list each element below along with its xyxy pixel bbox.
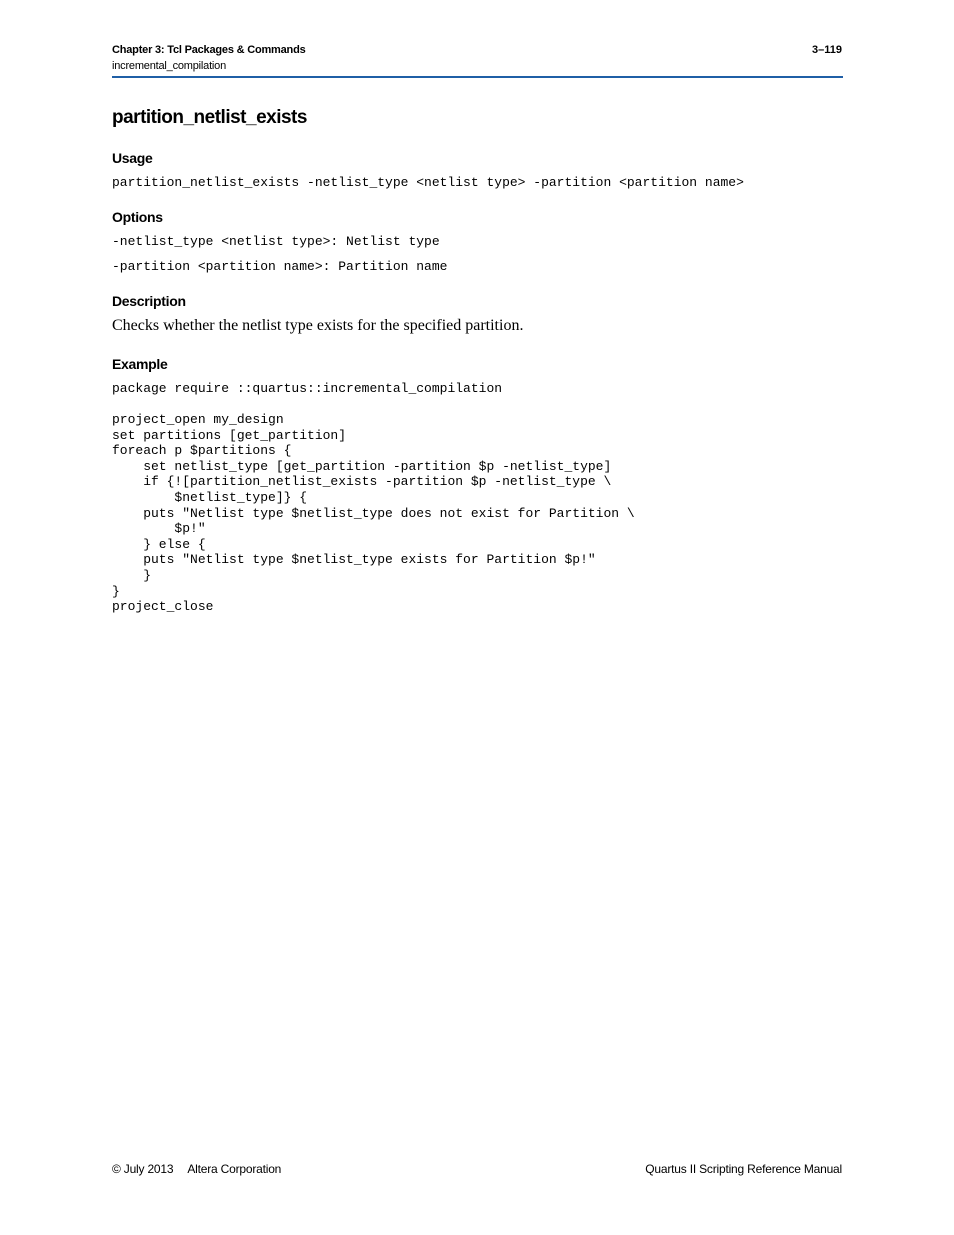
description-heading: Description xyxy=(112,293,186,309)
header-divider xyxy=(112,76,843,78)
options-heading: Options xyxy=(112,209,163,225)
footer-company: Altera Corporation xyxy=(187,1162,282,1176)
footer-left xyxy=(112,1162,281,1176)
running-header xyxy=(112,43,306,73)
option-partition: -partition <partition name>: Partition name xyxy=(112,259,448,274)
command-title: partition_netlist_exists xyxy=(112,107,307,128)
example-heading: Example xyxy=(112,356,168,372)
option-netlist-type: -netlist_type <netlist type>: Netlist type xyxy=(112,234,440,249)
page-number: 3–119 xyxy=(812,44,842,56)
usage-code: partition_netlist_exists -netlist_type <netlist type> -partition <partition name> xyxy=(112,175,744,190)
usage-heading: Usage xyxy=(112,150,153,166)
example-code-block: project_open my_design set partitions [get_partition] foreach p $partitions { set netlist_type [get_partition -partition $p -netlist_type] if {![partition_netlist_exists -partition $p -netlist_type \ $netlist_type]} { puts "Netlist type $netlist_type does not exist for Partition \ $p!" } else { puts "Netlist type $netlist_type exists for Partition $p!" } } project_close xyxy=(112,412,635,615)
chapter-section: incremental_compilation xyxy=(112,60,227,72)
footer-date: © July 2013 xyxy=(112,1162,174,1176)
chapter-title: Chapter 3: Tcl Packages & Commands xyxy=(112,44,306,56)
example-require-line: package require ::quartus::incremental_compilation xyxy=(112,381,503,396)
footer-manual-title: Quartus II Scripting Reference Manual xyxy=(645,1162,842,1176)
description-text: Checks whether the netlist type exists for the specified partition. xyxy=(112,317,524,334)
